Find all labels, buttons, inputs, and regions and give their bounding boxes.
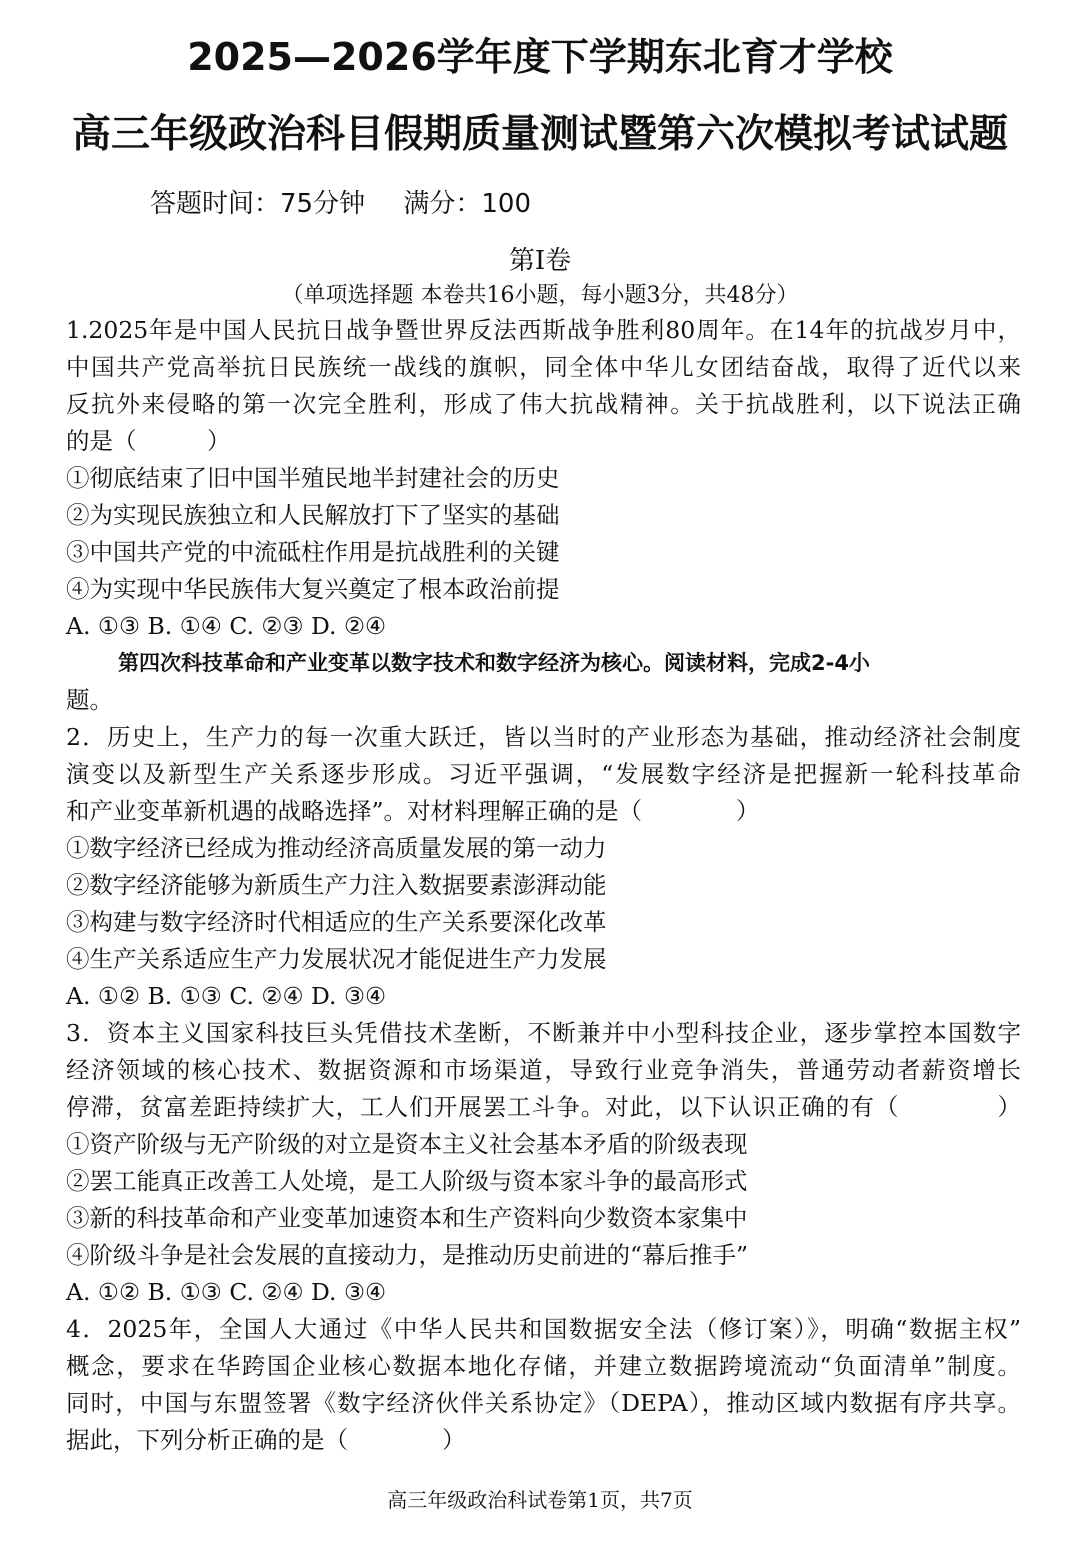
material-intro: 题。: [66, 686, 113, 714]
statement: ④为实现中华民族伟大复兴奠定了根本政治前提: [66, 575, 560, 603]
question-text: 中国共产党高举抗日民族统一战线的旗帜，同全体中华儿女团结奋战，取得了近代以来: [66, 353, 1021, 381]
exam-score: 满分：100: [403, 189, 531, 219]
exam-title-line2: 高三年级政治科目假期质量测试暨第六次模拟考试试题: [71, 112, 1008, 157]
material-intro: 第四次科技革命和产业变革以数字技术和数字经济为核心。阅读材料，完成2-4小: [118, 651, 870, 675]
statement: ③新的科技革命和产业变革加速资本和生产资料向少数资本家集中: [66, 1204, 748, 1232]
answer-choices: A. ①③ B. ①④ C. ②③ D. ②④: [66, 612, 387, 640]
statement: ①彻底结束了旧中国半殖民地半封建社会的历史: [66, 464, 560, 492]
question-text: 据此，下列分析正确的是（ ）: [66, 1426, 466, 1454]
question-text: 3．资本主义国家科技巨头凭借技术垄断，不断兼并中小型科技企业，逐步掌控本国数字: [66, 1019, 1021, 1047]
exam-body: [66, 312, 1021, 1459]
exam-title-line1: 2025—2026学年度下学期东北育才学校: [187, 35, 893, 79]
question-text: 演变以及新型生产关系逐步形成。习近平强调，“发展数字经济是把握新一轮科技革命: [66, 760, 1021, 788]
statement: ①数字经济已经成为推动经济高质量发展的第一动力: [66, 834, 607, 862]
question-text: 概念，要求在华跨国企业核心数据本地化存储，并建立数据跨境流动“负面清单”制度。: [66, 1352, 1021, 1380]
statement: ③中国共产党的中流砥柱作用是抗战胜利的关键: [66, 538, 560, 566]
statement: ②数字经济能够为新质生产力注入数据要素澎湃动能: [66, 871, 607, 899]
question-4: [66, 1311, 1021, 1459]
question-text: 的是（ ）: [66, 427, 231, 455]
question-text: 经济领域的核心技术、数据资源和市场渠道，导致行业竞争消失，普通劳动者薪资增长: [66, 1056, 1021, 1084]
question-text: 2．历史上，生产力的每一次重大跃迁，皆以当时的产业形态为基础，推动经济社会制度: [66, 723, 1021, 751]
question-text: 和产业变革新机遇的战略选择”。对材料理解正确的是（ ）: [66, 797, 760, 825]
question-text: 1.2025年是中国人民抗日战争暨世界反法西斯战争胜利80周年。在14年的抗战岁月中，: [66, 316, 1021, 344]
answer-choices: A. ①② B. ①③ C. ②④ D. ③④: [66, 982, 387, 1010]
question-2: [66, 719, 1021, 1015]
statement: ①资产阶级与无产阶级的对立是资本主义社会基本矛盾的阶级表现: [66, 1130, 748, 1158]
answer-choices: A. ①② B. ①③ C. ②④ D. ③④: [66, 1278, 387, 1306]
statement: ④生产关系适应生产力发展状况才能促进生产力发展: [66, 945, 607, 973]
statement: ②罢工能真正改善工人处境，是工人阶级与资本家斗争的最高形式: [66, 1167, 748, 1195]
section-note: （单项选择题 本卷共16小题，每小题3分，共48分）: [281, 283, 799, 308]
section-title: 第Ⅰ卷: [508, 246, 572, 276]
question-1: [66, 312, 1021, 645]
page-footer: 高三年级政治科试卷第1页，共7页: [387, 1488, 693, 1512]
exam-time: 答题时间：75分钟: [150, 189, 366, 219]
question-text: 4．2025年，全国人大通过《中华人民共和国数据安全法（修订案）》，明确“数据主权”: [66, 1315, 1021, 1343]
question-text: 反抗外来侵略的第一次完全胜利，形成了伟大抗战精神。关于抗战胜利，以下说法正确: [66, 390, 1021, 418]
question-text: 同时，中国与东盟签署《数字经济伙伴关系协定》（DEPA），推动区域内数据有序共享。: [66, 1389, 1021, 1417]
statement: ④阶级斗争是社会发展的直接动力，是推动历史前进的“幕后推手”: [66, 1241, 749, 1269]
statement: ②为实现民族独立和人民解放打下了坚实的基础: [66, 501, 560, 529]
question-3: [66, 1015, 1021, 1311]
question-text: 停滞，贫富差距持续扩大，工人们开展罢工斗争。对此，以下认识正确的有（ ）: [66, 1093, 1021, 1121]
statement: ③构建与数字经济时代相适应的生产关系要深化改革: [66, 908, 607, 936]
exam-info: [150, 183, 561, 220]
